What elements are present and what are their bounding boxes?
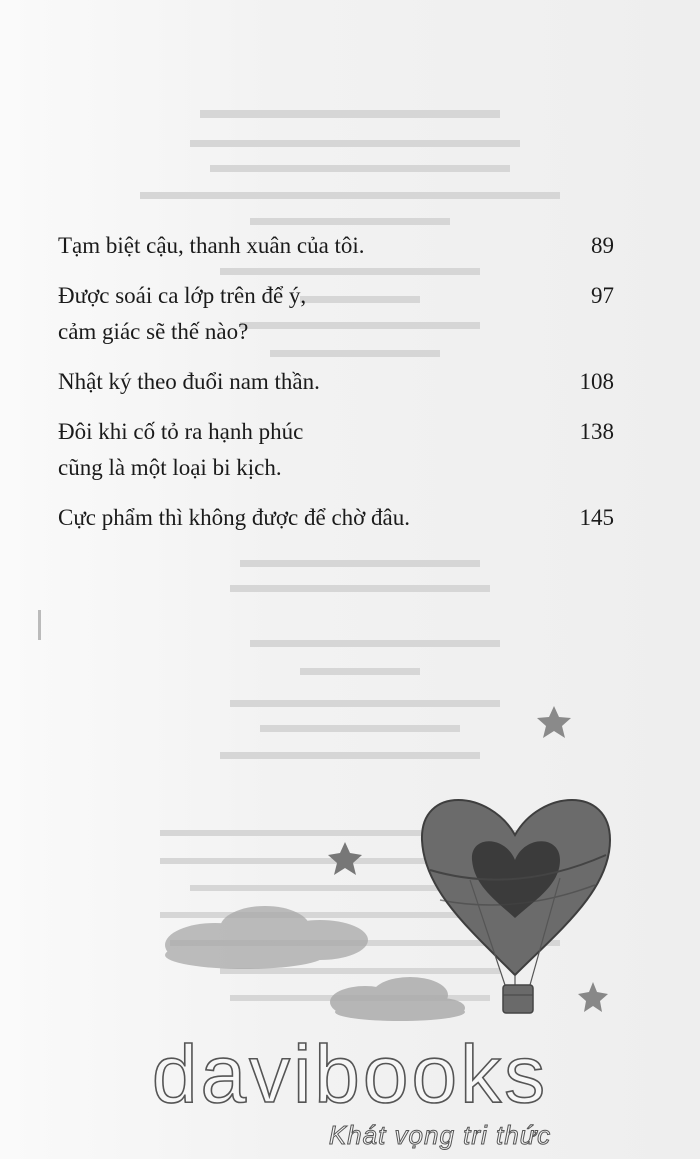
toc-page-number: 138 <box>579 419 614 444</box>
toc-title-line: Nhật ký theo đuổi nam thần. <box>58 369 320 394</box>
star-icon <box>328 842 362 875</box>
toc-title-line: cũng là một loại bi kịch. <box>58 455 282 480</box>
star-icon <box>537 706 571 738</box>
star-icon <box>578 982 608 1012</box>
publisher-watermark-logo: davibooks <box>151 1029 549 1120</box>
cloud-icon <box>330 977 465 1021</box>
toc-title-line: Được soái ca lớp trên để ý, <box>58 283 307 308</box>
toc-title-line: Đôi khi cố tỏ ra hạnh phúc <box>58 419 304 444</box>
hot-air-balloon-icon <box>422 800 610 1013</box>
publisher-watermark-tagline: Khát vọng tri thức <box>328 1120 552 1150</box>
cloud-icon <box>165 906 368 969</box>
toc-page-number: 97 <box>591 283 614 308</box>
toc-title-line: Cực phẩm thì không được để chờ đâu. <box>58 505 411 530</box>
toc-title-line: Tạm biệt cậu, thanh xuân của tôi. <box>58 233 365 258</box>
toc-page-number: 145 <box>579 505 614 530</box>
toc-page-number: 89 <box>591 233 614 258</box>
toc-page-number: 108 <box>579 369 614 394</box>
toc-title-line: cảm giác sẽ thế nào? <box>58 319 249 344</box>
